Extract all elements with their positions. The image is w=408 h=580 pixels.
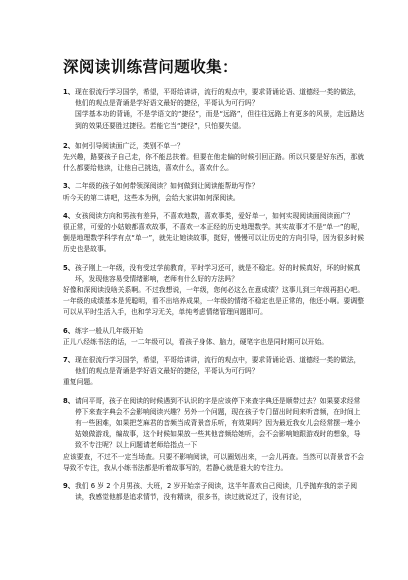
answer-text: 国学基本功的背诵，不是学语文的“捷径”，而是“远路”，但往往远路上有更多的风景，走远路达到的效果还要胜过捷径。若能它当“捷径”，只怕要失望。 [75, 110, 364, 130]
question-text: 现在很流行学习国学，希望，平哥给讲讲，流行的观点中，要求背诵论语、道德经一类的做法，他们的观点是背诵是学好语文最好的捷径，平哥认为可行吗？ [75, 88, 361, 108]
question-number: 2、 [63, 141, 75, 150]
question-item-6 [63, 326, 364, 337]
question-number: 3、 [63, 182, 75, 191]
question-number: 6、 [63, 326, 75, 335]
question-item-4 [63, 211, 364, 222]
question-item-8 [63, 396, 364, 452]
question-text: 现在很流行学习国学，希望，平哥给讲讲，流行的观点中，要求背诵论语、道德经一类的做法，他们的观点是背诵是学好语文最好的捷径，平哥认为可行吗？ [75, 356, 361, 376]
question-text: 我们 6 岁 2 个月男孩、大班，2 岁开始亲子阅读，这半年喜欢自己阅读，几乎抛弃我的亲子阅读，我感觉他都是追求情节，没有精读，很多书，读过就说过了，没有讨论， [75, 482, 358, 502]
question-item-5 [63, 263, 364, 285]
question-text: 二年级的孩子如何带领深阅读？如何做到让阅读能帮助写作？ [75, 182, 259, 191]
question-text: 如何引导阅读面广泛，类别不单一？ [75, 141, 184, 150]
answer-text: 正儿八经练书法的话，一二年级可以，看孩子身体、脑力，硬笔字也是同时期可以开始。 [63, 337, 329, 346]
question-number: 9、 [63, 482, 75, 491]
question-text: 孩子刚上一年级，没有受过学前教育，平时学习还可，就是不稳定。好的时候真好，坏的时候真坏，发现他容易受情绪影响，老师有什么好的方法吗？ [75, 263, 361, 283]
question-number: 5、 [63, 263, 75, 272]
question-text: 练字一般从几年级开始 [75, 326, 143, 335]
question-item-2 [63, 141, 364, 152]
question-number: 4、 [63, 211, 75, 220]
answer-text: 好像和深阅读没啥关系啊。不过我想说，一年级，您何必这么在意成绩？这事儿到三年级再担心吧。一年级的成绩基本是凭聪明，看不出培养成果，一年级的情绪不稳定也是正常的，他还小啊。要调整可以从平时生活入手，也和学习无关，单纯考虑情绪管理问题即可。 [63, 286, 364, 317]
question-number: 7、 [63, 356, 75, 365]
question-text: 请问平哥，孩子在阅读的时候遇到不认识的字是应该停下来查字典还是顺带过去？如果要求经常停下来查字典会不会影响阅读兴趣？另外一个问题，现在孩子专门留出时间来听音频，在时间上有一些困难，如果把芝麻君的音频当成背景音乐听，有效果吗？因为最近我女儿会经常摆一堆小姑娘做游戏，编故事，这个时候如果放一些其他音频给她听，会不会影响她跟游戏时的想象，导致不专注呢？以上问题请老师给指点一下 [75, 396, 361, 450]
question-item-1 [63, 87, 364, 109]
answer-text: 很正常，可爱的小姑娘都喜欢故事，不喜欢一本正经的历史地理数学。其实故事才不是“单一”的呢，倒是地理数学科学有点“单一”，就先让她读故事，挺好，慢慢可以让历史的方向引导，因为很多时候历史也是故事。 [63, 223, 364, 254]
answer-text: 先兴趣，路要孩子自己走，你不能总扶着。但要在他走偏的时候引回正路。所以只要是好东西，那就什么都要给他读，让他自己挑选，喜欢什么，喜欢什么。 [63, 153, 364, 173]
answer-text: 应该要查，不过不一定当场查。只要不影响阅读，可以圈划出来，一会儿再查。当然可以背景音不会导致不专注，我从小练书法都是听着故事写的，若静心就是谁大的专注力。 [63, 452, 364, 472]
page-title: 深阅读训练营问题收集： [63, 58, 238, 76]
question-number: 8、 [63, 396, 75, 405]
question-text: 女孩阅读方向和男孩有差异，不喜欢地数，喜欢事类，爱好单一，如何实现阅读面阅读面广？ [75, 211, 354, 220]
question-number: 1、 [63, 88, 75, 96]
question-item-9 [63, 481, 364, 503]
question-item-3 [63, 181, 364, 192]
answer-text: 听今天的第二讲吧，这些本为例，会给大家讲如何深阅读。 [63, 193, 240, 202]
question-item-7 [63, 355, 364, 377]
answer-text: 重复问题。 [63, 378, 97, 387]
